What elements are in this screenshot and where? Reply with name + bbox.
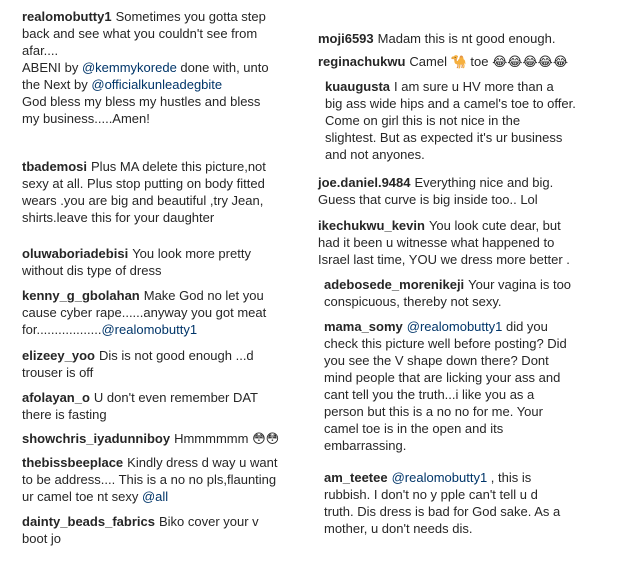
comment-username[interactable]: oluwaboriadebisi (22, 246, 129, 261)
comment-text: did you (502, 319, 548, 334)
comment-line (324, 486, 560, 503)
comment-text: there is fasting (22, 407, 107, 422)
comment-line (324, 403, 567, 420)
comment-line (318, 234, 570, 251)
comment-username[interactable]: joe.daniel.9484 (318, 175, 411, 190)
comment-username[interactable]: am_teetee (324, 470, 388, 485)
comment-text: my business.....Amen! (22, 111, 150, 126)
mention-link[interactable]: @kemmykorede (81, 60, 177, 75)
comment-username[interactable]: mama_somy (324, 319, 403, 334)
comment-text: camel toe is in the open and its (324, 421, 504, 436)
comment-text: back and see what you couldn't see from (22, 26, 258, 41)
comment-text: boot jo (22, 531, 62, 546)
comment-text: Hmmmmmm 😳😳 (174, 431, 280, 446)
comment-line (318, 53, 568, 70)
comment-line (22, 389, 258, 406)
comment-line (325, 95, 576, 112)
comment-adebosede_morenikeji (324, 276, 571, 310)
comment-mama_somy (324, 318, 567, 454)
comment-text: Camel 🐪 toe 😂😂😂😂😂 (409, 54, 569, 69)
comment-elizeey_yoo (22, 347, 254, 381)
comment-line (325, 129, 576, 146)
comment-oluwaboriadebisi (22, 245, 251, 279)
comment-username[interactable]: thebissbeeplace (22, 455, 124, 470)
comment-text: person but this is a no no for me. Your (324, 404, 543, 419)
comment-text: you see the V shape down there? Dont (324, 353, 549, 368)
comment-line (22, 59, 269, 76)
mention-link[interactable]: @realomobutty1 (101, 322, 198, 337)
comment-text: sexy at all. Plus stop putting on body fitted (22, 176, 265, 191)
comment-username[interactable]: kenny_g_gbolahan (22, 288, 140, 303)
comment-realomobutty1 (22, 8, 269, 127)
comment-line (22, 471, 277, 488)
comment-line (22, 364, 254, 381)
comment-username[interactable]: elizeey_yoo (22, 348, 95, 363)
comment-ikechukwu_kevin (318, 217, 570, 268)
comment-line (324, 335, 567, 352)
comment-text: shirts.leave this for your daughter (22, 210, 215, 225)
comment-showchris_iyadunniboy (22, 430, 279, 447)
comment-line (22, 8, 269, 25)
comment-text: rubbish. I don't no y pple can't tell u d (324, 487, 538, 502)
comment-text: Plus MA delete this picture,not (91, 159, 266, 174)
comment-text: You look more pretty (132, 246, 251, 261)
comment-line (324, 293, 571, 310)
comment-text: God bless my bless my hustles and bless (22, 94, 261, 109)
comment-text: to be address.... This is a no no pls,flaunting (22, 472, 277, 487)
comment-line (22, 513, 259, 530)
comment-reginachukwu (318, 53, 568, 70)
comment-username[interactable]: ikechukwu_kevin (318, 218, 425, 233)
comment-joe.daniel.9484 (318, 174, 553, 208)
comment-line (324, 520, 560, 537)
comment-line (324, 420, 567, 437)
comment-text: embarrassing. (324, 438, 407, 453)
mention-link[interactable]: @officialkunleadegbite (91, 77, 223, 92)
comment-username[interactable]: dainty_beads_fabrics (22, 514, 155, 529)
comment-line (22, 192, 266, 209)
comment-text: mind people that are licking your ass and (324, 370, 561, 385)
comment-am_teetee (324, 469, 560, 537)
comment-line (22, 245, 251, 262)
comment-line (22, 209, 266, 226)
comment-username[interactable]: afolayan_o (22, 390, 90, 405)
comment-line (22, 488, 277, 505)
comment-line (22, 93, 269, 110)
comment-line (22, 287, 266, 304)
comment-line (324, 503, 560, 520)
comment-text: U don't even remember DAT (93, 390, 259, 405)
comment-text: Guess that curve is big inside too.. Lol (318, 192, 538, 207)
comment-username[interactable]: tbademosi (22, 159, 88, 174)
comment-text: ABENI by (22, 60, 82, 75)
comment-line (324, 352, 567, 369)
comment-text: afar.... (22, 43, 59, 58)
comment-text: conspicuous, thereby not sexy. (324, 294, 502, 309)
comment-dainty_beads_fabrics (22, 513, 259, 547)
comment-line (22, 454, 277, 471)
comment-text: for.................. (22, 322, 102, 337)
comment-line (324, 318, 567, 335)
comment-line (324, 469, 560, 486)
mention-link[interactable]: @all (141, 489, 169, 504)
comment-text: the Next by (22, 77, 92, 92)
comment-text: Make God no let you (143, 288, 264, 303)
comment-username[interactable]: reginachukwu (318, 54, 406, 69)
comment-text: Kindly dress d way u want (127, 455, 278, 470)
comment-username[interactable]: realomobutty1 (22, 9, 112, 24)
comment-text: without dis type of dress (22, 263, 162, 278)
comment-text: mother, u don't needs dis. (324, 521, 473, 536)
comment-line (324, 369, 567, 386)
comment-line (22, 304, 266, 321)
comment-line (324, 437, 567, 454)
comment-thebissbeeplace (22, 454, 277, 505)
comment-text: Madam this is nt good enough. (377, 31, 556, 46)
comment-line (22, 321, 266, 338)
comment-username[interactable]: adebosede_morenikeji (324, 277, 465, 292)
comment-text: trouser is off (22, 365, 94, 380)
comment-line (22, 175, 266, 192)
comment-line (22, 262, 251, 279)
comment-text: done with, unto (176, 60, 269, 75)
comment-line (22, 158, 266, 175)
comment-text: ur camel toe nt sexy (22, 489, 142, 504)
comment-text: slightest. But as expected it's ur business (325, 130, 563, 145)
comment-tbademosi (22, 158, 266, 226)
comment-line (22, 25, 269, 42)
comment-line (22, 76, 269, 93)
comment-text: I am sure u HV more than a (394, 79, 554, 94)
comment-line (324, 276, 571, 293)
comment-text: Your vagina is too (468, 277, 572, 292)
comment-moji6593 (318, 30, 555, 47)
comment-line (22, 406, 258, 423)
comment-text: Come on girl this is not nice in the (325, 113, 521, 128)
mention-link[interactable]: @realomobutty1 (391, 470, 488, 485)
comment-line (325, 78, 576, 95)
comment-username[interactable]: showchris_iyadunniboy (22, 431, 171, 446)
comment-line (22, 42, 269, 59)
comment-line (22, 110, 269, 127)
comment-line (22, 347, 254, 364)
comment-text: Biko cover your v (158, 514, 259, 529)
comment-line (318, 217, 570, 234)
comment-text: , this is (487, 470, 532, 485)
comment-text: Israel last time, YOU we dress more better . (318, 252, 570, 267)
mention-link[interactable]: @realomobutty1 (406, 319, 503, 334)
comment-text: truth. Dis dress is bad for God sake. As a (324, 504, 561, 519)
comment-text: Everything nice and big. (414, 175, 554, 190)
comment-text: wears .you are big and beautiful ,try Jean, (22, 193, 264, 208)
comment-line (318, 30, 555, 47)
comment-text: cant tell you the truth...i like you as a (324, 387, 535, 402)
comment-line (318, 191, 553, 208)
comment-username[interactable]: kuaugusta (325, 79, 391, 94)
comment-line (318, 251, 570, 268)
comment-kuaugusta (325, 78, 576, 163)
comment-line (324, 386, 567, 403)
comment-line (325, 146, 576, 163)
comment-afolayan_o (22, 389, 258, 423)
comment-text: and not anyones. (325, 147, 425, 162)
comment-text: Dis is not good enough ...d (99, 348, 254, 363)
comment-text: You look cute dear, but (428, 218, 561, 233)
comment-text: big ass wide hips and a camel's toe to offer. (325, 96, 576, 111)
comment-text: had it been u witnesse what happened to (318, 235, 555, 250)
comment-kenny_g_gbolahan (22, 287, 266, 338)
comment-line (325, 112, 576, 129)
comment-line (22, 430, 279, 447)
comment-text: check this picture well before posting? Did (324, 336, 567, 351)
comment-line (22, 530, 259, 547)
comment-line (318, 174, 553, 191)
comment-text: Sometimes you gotta step (115, 9, 266, 24)
comment-text: cause cyber rape......anyway you got meat (22, 305, 267, 320)
comment-username[interactable]: moji6593 (318, 31, 374, 46)
